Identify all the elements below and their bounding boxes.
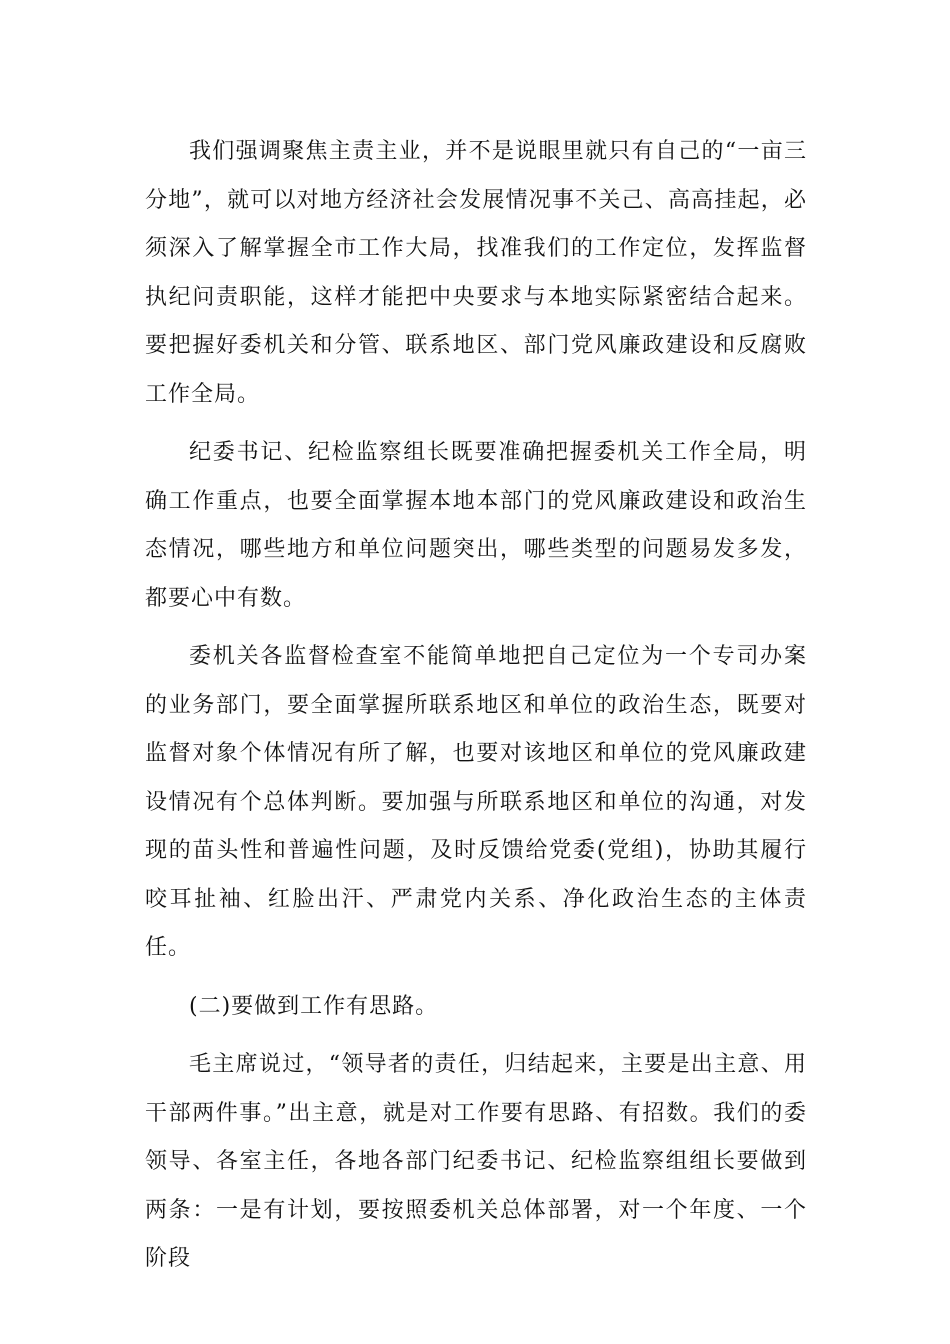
document-body [145,128,807,1294]
paragraph-3: 委机关各监督检查室不能简单地把自己定位为一个专司办案的业务部门，要全面掌握所联系地区和单位的政治生态，既要对监督对象个体情况有所了解，也要对该地区和单位的党风廉政建设情况有个总体判断。要加强与所联系地区和单位的沟通，对发现的苗头性和普遍性问题，及时反馈给党委(党组)，协助其履行咬耳扯袖、红脸出汗、严肃党内关系、净化政治生态的主体责任。 [145,644,807,960]
paragraph-5: 毛主席说过，“领导者的责任，归结起来，主要是出主意、用干部两件事。”出主意，就是对工作要有思路、有招数。我们的委领导、各室主任，各地各部门纪委书记、纪检监察组组长要做到两条：一是有计划，要按照委机关总体部署，对一个年度、一个阶段 [145,1052,807,1271]
section-heading: (二)要做到工作有思路。 [189,993,439,1019]
paragraph-2: 纪委书记、纪检监察组长既要准确把握委机关工作全局，明确工作重点，也要全面掌握本地本部门的党风廉政建设和政治生态情况，哪些地方和单位问题突出，哪些类型的问题易发多发，都要心中有数。 [145,440,807,611]
paragraph-1: 我们强调聚焦主责主业，并不是说眼里就只有自己的“一亩三分地”，就可以对地方经济社会发展情况事不关己、高高挂起，必须深入了解掌握全市工作大局，找准我们的工作定位，发挥监督执纪问责职能，这样才能把中央要求与本地实际紧密结合起来。要把握好委机关和分管、联系地区、部门党风廉政建设和反腐败工作全局。 [145,139,807,407]
